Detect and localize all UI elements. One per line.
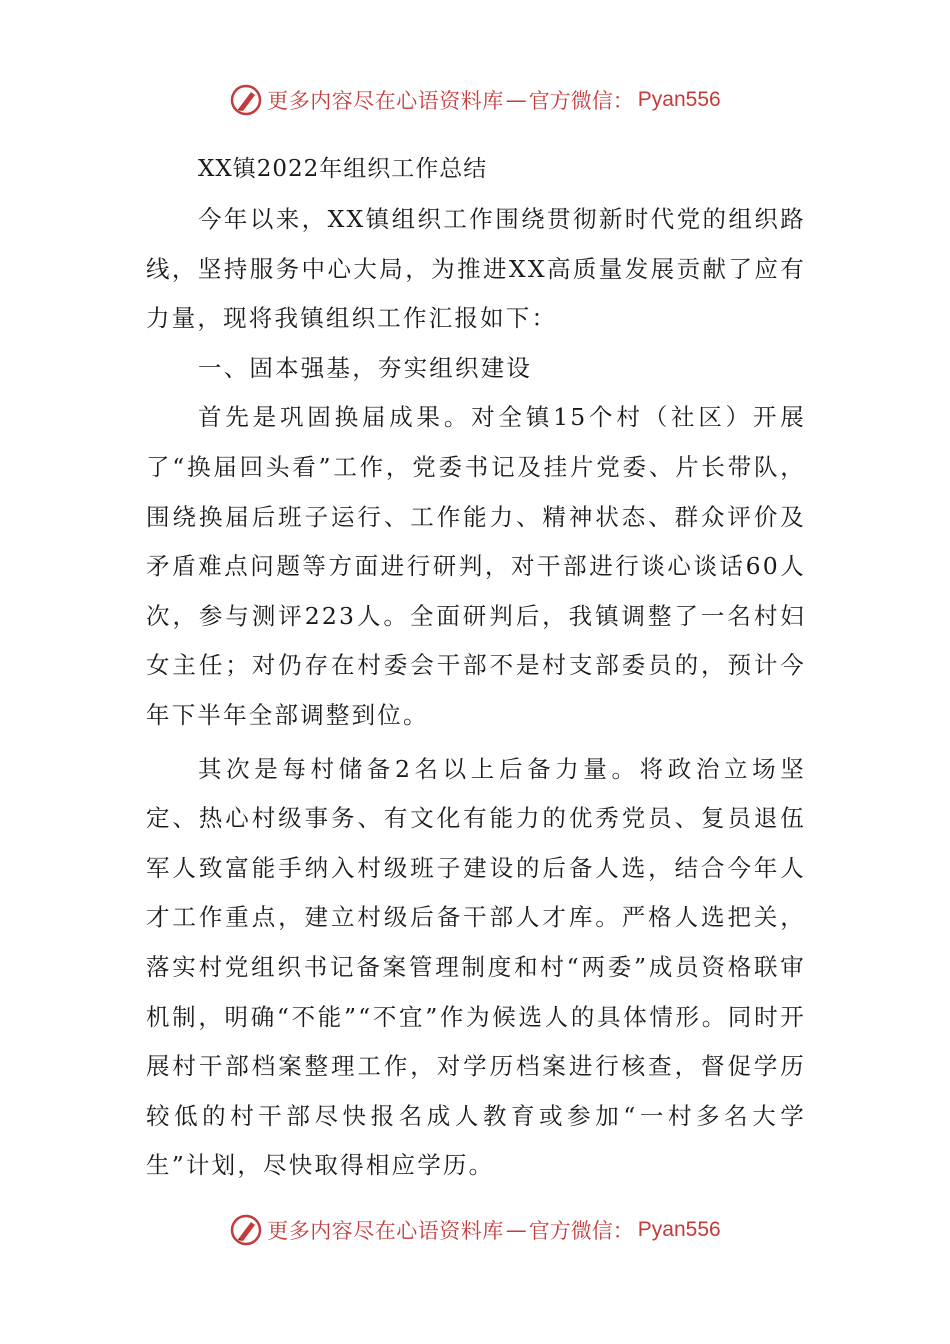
watermark-header bbox=[0, 80, 950, 120]
document-body bbox=[146, 143, 806, 1191]
paragraph-second: 其次是每村储备2名以上后备力量。将政治立场坚定、热心村级事务、有文化有能力的优秀党员、复员退伍军人致富能手纳入村级班子建设的后备人选，结合今年人才工作重点，建立村级后备干部人才库。严格人选把关，落实村党组织书记备案管理制度和村“两委”成员资格联审机制，明确“不能”“不宜”作为候选人的具体情形。同时开展村干部档案整理工作，对学历档案进行核查，督促学历较低的村干部尽快报名成人教育或参加“一村多名大学生”计划，尽快取得相应学历。 bbox=[146, 754, 806, 1180]
watermark-sub-text: 官方微信： bbox=[528, 1219, 634, 1243]
watermark-main-text: 更多内容尽在心语资料库 bbox=[267, 89, 504, 113]
pen-logo-icon bbox=[229, 83, 263, 117]
pen-logo-icon bbox=[229, 1213, 263, 1247]
watermark-dash: — bbox=[505, 1218, 527, 1242]
paragraph-first: 首先是巩固换届成果。对全镇15个村（社区）开展了“换届回头看”工作，党委书记及挂片党委、片长带队，围绕换届后班子运行、工作能力、精神状态、群众评价及矛盾难点问题等方面进行研判，对干部进行谈心谈话60人次，参与测评223人。全面研判后，我镇调整了一名村妇女主任；对仍存在村委会干部不是村支部委员的，预计今年下半年全部调整到位。 bbox=[146, 403, 806, 729]
section-heading: 一、固本强基，夯实组织建设 bbox=[198, 353, 533, 382]
watermark-wechat-id: Pyan556 bbox=[637, 1218, 721, 1241]
document-title: XX镇2022年组织工作总结 bbox=[198, 156, 488, 182]
paragraph-intro: 今年以来，XX镇组织工作围绕贯彻新时代党的组织路线，坚持服务中心大局，为推进XX高质量发展贡献了应有力量，现将我镇组织工作汇报如下： bbox=[146, 205, 806, 333]
watermark-main-text: 更多内容尽在心语资料库 bbox=[267, 1219, 504, 1243]
watermark-footer bbox=[0, 1210, 950, 1250]
watermark-wechat-id: Pyan556 bbox=[637, 88, 721, 111]
watermark-dash: — bbox=[505, 88, 527, 112]
watermark-sub-text: 官方微信： bbox=[528, 89, 634, 113]
